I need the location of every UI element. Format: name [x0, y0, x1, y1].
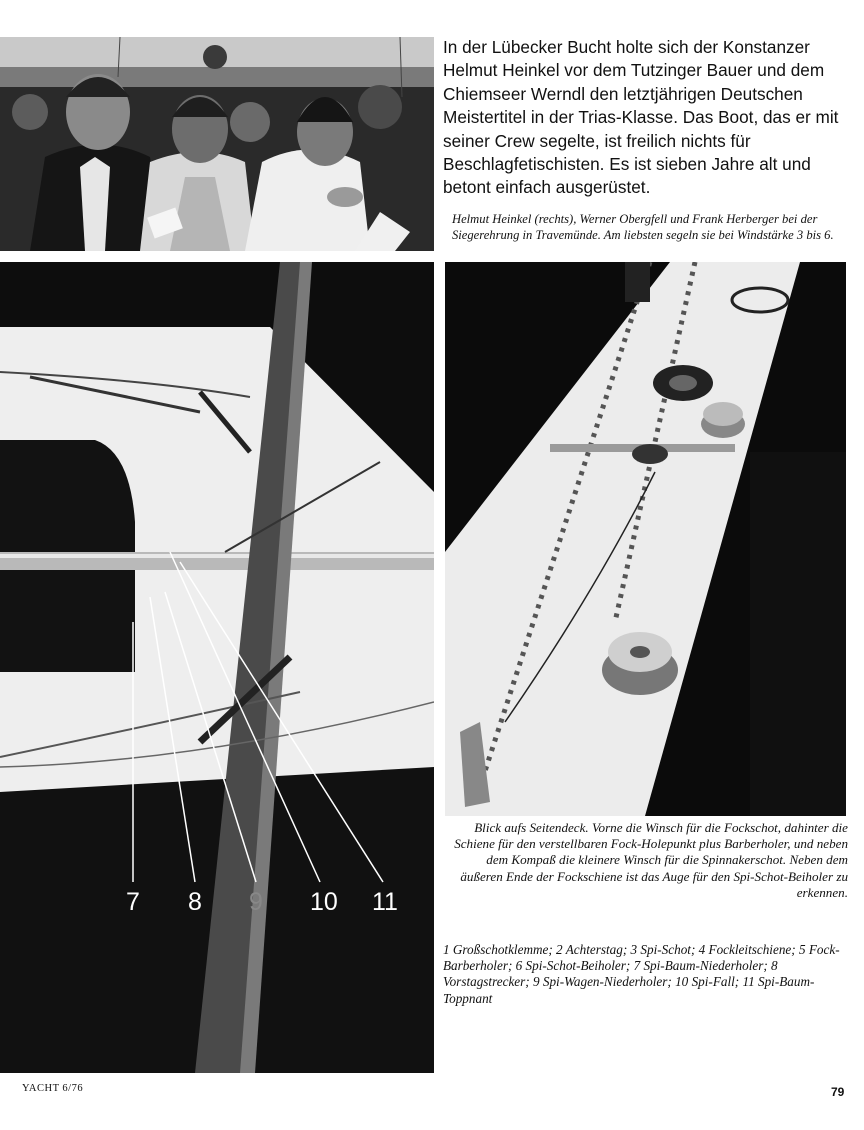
- photo-number-11: 11: [372, 888, 398, 916]
- photo-spinnaker-rigging: [0, 262, 434, 1073]
- parts-legend: 1 Großschotklemme; 2 Achterstag; 3 Spi-Schot; 4 Fockleitschiene; 5 Fock-Barberholer; 6 Spi-Schot-Beiholer; 7 Spi-Baum-Niederholer; 8 Vorstagstrecker; 9 Spi-Wagen-Niederholer; 10 Spi-Fall; 11 Spi-Baum-Toppnant: [443, 942, 840, 1006]
- photo-number-7: 7: [126, 888, 140, 916]
- side-deck-caption: Blick aufs Seitendeck. Vorne die Winsch für die Fockschot, dahinter die Schiene für den verstellbaren Fock-Holepunkt plus Barberholer, und neben dem Kompaß die kleinere Winsch für die Spinnakerschot. Neben dem äußeren Ende der Fockschiene ist das Auge für den Spi-Schot-Beiholer zu erkennen.: [454, 820, 848, 900]
- photo-side-deck: [445, 262, 846, 816]
- photo-number-8: 8: [188, 888, 202, 916]
- page-number: 79: [831, 1085, 845, 1099]
- photo-prize-giving: [0, 37, 434, 251]
- magazine-issue: YACHT 6/76: [22, 1083, 84, 1094]
- photo-number-9: 9: [249, 888, 263, 916]
- prize-giving-caption: Helmut Heinkel (rechts), Werner Obergfell und Frank Herberger bei der Siegerehrung in Travemünde. Am liebsten segeln sie bei Windstärke 3 bis 6.: [452, 212, 834, 242]
- photo-number-10: 10: [310, 888, 338, 916]
- intro-text: In der Lübecker Bucht holte sich der Konstanzer Helmut Heinkel vor dem Tutzinger Bauer und dem Chiemseer Werndl den letztjährigen Deutschen Meistertitel in der Trias-Klasse. Das Boot, das er mit seiner Crew segelte, ist freilich nichts für Beschlagfetischisten. Es ist sieben Jahre alt und betont einfach ausgerüstet.: [443, 37, 839, 198]
